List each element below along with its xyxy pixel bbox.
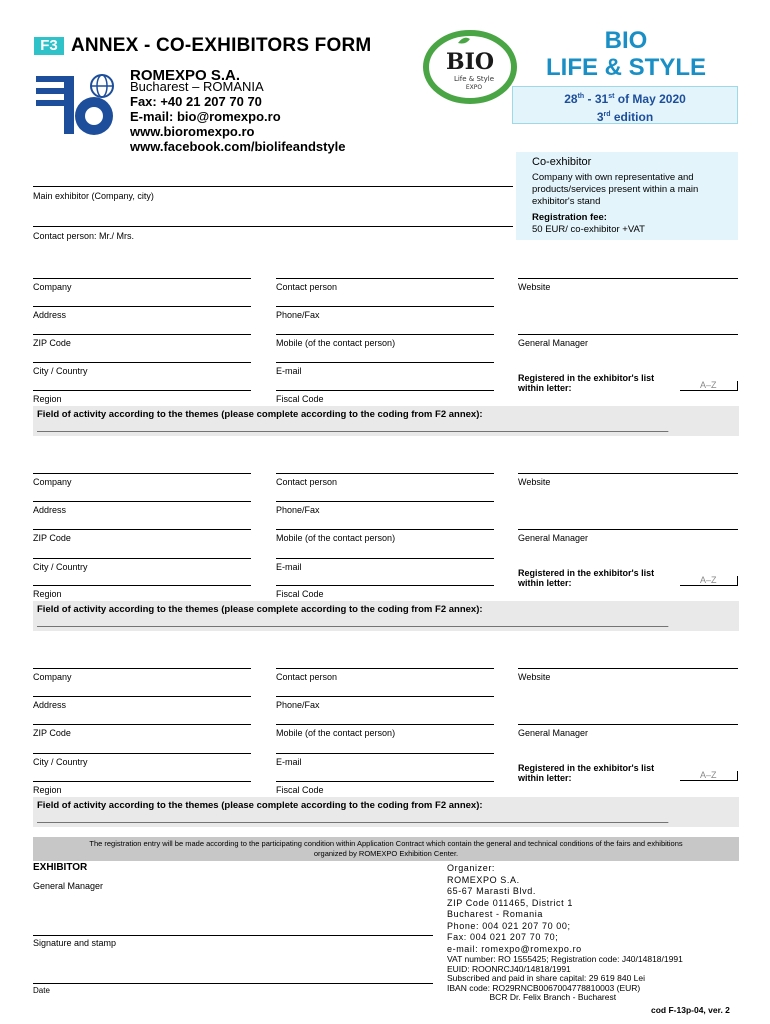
- organizer-fax: Fax: +40 21 207 70 70: [130, 94, 262, 109]
- fiscal-label: Fiscal Code: [276, 394, 324, 404]
- website-label: Website: [518, 477, 551, 487]
- main-exhibitor-label: Main exhibitor (Company, city): [33, 191, 154, 201]
- email-label: E-mail: [276, 757, 302, 767]
- website-label: Website: [518, 282, 551, 292]
- phone-label: Phone/Fax: [276, 310, 320, 320]
- city-label: City / Country: [33, 366, 88, 376]
- mobile-line[interactable]: [276, 334, 494, 335]
- gm-label: General Manager: [518, 728, 589, 738]
- letter-field[interactable]: [680, 780, 738, 781]
- registered-label: Registered in the exhibitor's list within letter:: [518, 373, 655, 393]
- organizer-email: E-mail: bio@romexpo.ro: [130, 109, 281, 124]
- website-line[interactable]: [518, 668, 738, 669]
- zip-label: ZIP Code: [33, 728, 71, 738]
- bio-logo-sub2: EXPO: [465, 84, 483, 91]
- coexhibitor-info: [516, 152, 738, 240]
- company-line[interactable]: [33, 668, 251, 669]
- phone-line[interactable]: [276, 696, 494, 697]
- company-line[interactable]: [33, 473, 251, 474]
- phone-line[interactable]: [276, 501, 494, 502]
- region-line[interactable]: [33, 585, 251, 586]
- fee-value: 50 EUR/ co-exhibitor +VAT: [532, 224, 645, 235]
- zip-label: ZIP Code: [33, 338, 71, 348]
- activity-field[interactable]: [33, 406, 739, 436]
- event-title-line2: LIFE & STYLE: [545, 54, 706, 81]
- coexhibitor-heading: Co-exhibitor: [532, 156, 592, 168]
- phone-label: Phone/Fax: [276, 505, 320, 515]
- letter-field-edge: [737, 381, 738, 391]
- phone-label: Phone/Fax: [276, 700, 320, 710]
- event-dates-box: [512, 86, 738, 124]
- address-line[interactable]: [33, 501, 251, 502]
- contact-label: Contact person: [276, 282, 338, 292]
- contact-line[interactable]: [276, 278, 494, 279]
- fiscal-line[interactable]: [276, 390, 494, 391]
- activity-label: Field of activity according to the themes (please complete according to the coding from F2 annex):: [37, 409, 483, 420]
- email-line[interactable]: [276, 753, 494, 754]
- city-label: City / Country: [33, 562, 88, 572]
- address-line[interactable]: [33, 306, 251, 307]
- gm-line[interactable]: [518, 529, 738, 530]
- company-registration-block: VAT number: RO 1555425; Registration code: J40/14818/1991 EUID: ROONRCJ40/14818/1991 Subscribed and paid in share capital: 29 619 840 Lei IBAN code: RO29RNCB0067004778810003 (EUR) BCR Dr. Felix Branch - Bucharest: [447, 954, 683, 1002]
- fiscal-label: Fiscal Code: [276, 589, 324, 599]
- address-label: Address: [33, 700, 67, 710]
- contact-label: Contact person: [276, 672, 338, 682]
- mobile-line[interactable]: [276, 529, 494, 530]
- letter-hint: A–Z: [700, 380, 717, 390]
- event-title: [528, 27, 724, 81]
- coexhibitor-desc: Company with own representative and products/services present within a main exhibitor's stand: [532, 172, 699, 207]
- romexpo-logo: [34, 72, 122, 138]
- activity-label: Field of activity according to the themes (please complete according to the coding from F2 annex):: [37, 604, 483, 615]
- organizer-website: www.bioromexpo.ro: [130, 124, 255, 139]
- mobile-line[interactable]: [276, 724, 494, 725]
- form-code: cod F-13p-04, ver. 2: [651, 1005, 730, 1015]
- mobile-label: Mobile (of the contact person): [276, 533, 396, 543]
- activity-input-line[interactable]: ____________________________________________________________________________________________________________________________________________: [37, 813, 668, 823]
- activity-label: Field of activity according to the themes (please complete according to the coding from F2 annex):: [37, 800, 483, 811]
- date-label: Date: [33, 986, 50, 995]
- activity-field[interactable]: [33, 797, 739, 827]
- company-label: Company: [33, 477, 72, 487]
- organizer-facebook: www.facebook.com/biolifeandstyle: [130, 139, 346, 154]
- registered-label: Registered in the exhibitor's list within letter:: [518, 568, 655, 588]
- notice-line1: The registration entry will be made according to the participating condition within Application Contract which contain the general and technical conditions of the fairs and exhibitions: [89, 839, 683, 848]
- address-label: Address: [33, 505, 67, 515]
- contact-label: Contact person: [276, 477, 338, 487]
- fiscal-line[interactable]: [276, 585, 494, 586]
- fee-label: Registration fee:: [532, 212, 607, 223]
- contact-person-line[interactable]: [33, 226, 513, 227]
- signature-label: Signature and stamp: [33, 938, 117, 948]
- city-label: City / Country: [33, 757, 88, 767]
- zip-line[interactable]: [33, 529, 251, 530]
- region-label: Region: [33, 394, 62, 404]
- city-line[interactable]: [33, 362, 251, 363]
- organizer-city: Bucharest – ROMANIA: [130, 79, 264, 94]
- letter-hint: A–Z: [700, 575, 717, 585]
- city-line[interactable]: [33, 558, 251, 559]
- bio-logo-sub1: Life & Style: [453, 75, 495, 83]
- activity-field[interactable]: [33, 601, 739, 631]
- contact-line[interactable]: [276, 668, 494, 669]
- organizer-name: ROMEXPO S.A.: [130, 67, 241, 84]
- letter-field-edge: [737, 771, 738, 781]
- fiscal-label: Fiscal Code: [276, 785, 324, 795]
- contact-person-label: Contact person: Mr./ Mrs.: [33, 231, 135, 241]
- main-exhibitor-line[interactable]: [33, 186, 513, 187]
- activity-input-line[interactable]: ____________________________________________________________________________________________________________________________________________: [37, 617, 668, 627]
- address-label: Address: [33, 310, 67, 320]
- email-line[interactable]: [276, 558, 494, 559]
- event-title-line1: BIO: [604, 27, 648, 54]
- company-label: Company: [33, 282, 72, 292]
- zip-line[interactable]: [33, 724, 251, 725]
- letter-hint: A–Z: [700, 770, 717, 780]
- registered-label: Registered in the exhibitor's list within letter:: [518, 763, 655, 783]
- registration-notice: [33, 837, 739, 861]
- date-line[interactable]: [33, 983, 433, 984]
- email-label: E-mail: [276, 562, 302, 572]
- company-line[interactable]: [33, 278, 251, 279]
- region-line[interactable]: [33, 390, 251, 391]
- letter-field-edge: [737, 576, 738, 586]
- event-dates: 28th - 31st of May 2020: [564, 92, 686, 106]
- region-line[interactable]: [33, 781, 251, 782]
- website-line[interactable]: [518, 278, 738, 279]
- gm-label: General Manager: [518, 533, 589, 543]
- form-code-badge: F3: [34, 37, 64, 55]
- contact-line[interactable]: [276, 473, 494, 474]
- email-line[interactable]: [276, 362, 494, 363]
- activity-input-line[interactable]: ____________________________________________________________________________________________________________________________________________: [37, 422, 668, 432]
- mobile-label: Mobile (of the contact person): [276, 338, 396, 348]
- mobile-label: Mobile (of the contact person): [276, 728, 396, 738]
- letter-field[interactable]: [680, 390, 738, 391]
- gm-line[interactable]: [518, 334, 738, 335]
- phone-line[interactable]: [276, 306, 494, 307]
- signature-line[interactable]: [33, 935, 433, 936]
- gm-line[interactable]: [518, 724, 738, 725]
- gm-label: General Manager: [518, 338, 589, 348]
- event-edition: 3rd edition: [596, 110, 654, 124]
- city-line[interactable]: [33, 753, 251, 754]
- organizer-block: Organizer: ROMEXPO S.A. 65-67 Marasti Blvd. ZIP Code 011465, District 1 Bucharest - Romania Phone: 004 021 207 70 00; Fax: 004 021 207 70 70; e-mail: romexpo@romexpo.ro: [447, 863, 582, 954]
- zip-label: ZIP Code: [33, 533, 71, 543]
- notice-line2: organized by ROMEXPO Exhibition Center.: [313, 849, 459, 858]
- address-line[interactable]: [33, 696, 251, 697]
- fiscal-line[interactable]: [276, 781, 494, 782]
- region-label: Region: [33, 589, 62, 599]
- letter-field[interactable]: [680, 585, 738, 586]
- exhibitor-heading: EXHIBITOR: [33, 862, 88, 873]
- bio-expo-logo: [418, 27, 523, 105]
- organizer-contact: [130, 68, 346, 154]
- form-title: ANNEX - CO-EXHIBITORS FORM: [71, 35, 372, 56]
- website-line[interactable]: [518, 473, 738, 474]
- company-label: Company: [33, 672, 72, 682]
- bio-logo-word: BIO: [445, 49, 495, 75]
- general-manager-label: General Manager: [33, 881, 104, 891]
- region-label: Region: [33, 785, 62, 795]
- zip-line[interactable]: [33, 334, 251, 335]
- email-label: E-mail: [276, 366, 302, 376]
- website-label: Website: [518, 672, 551, 682]
